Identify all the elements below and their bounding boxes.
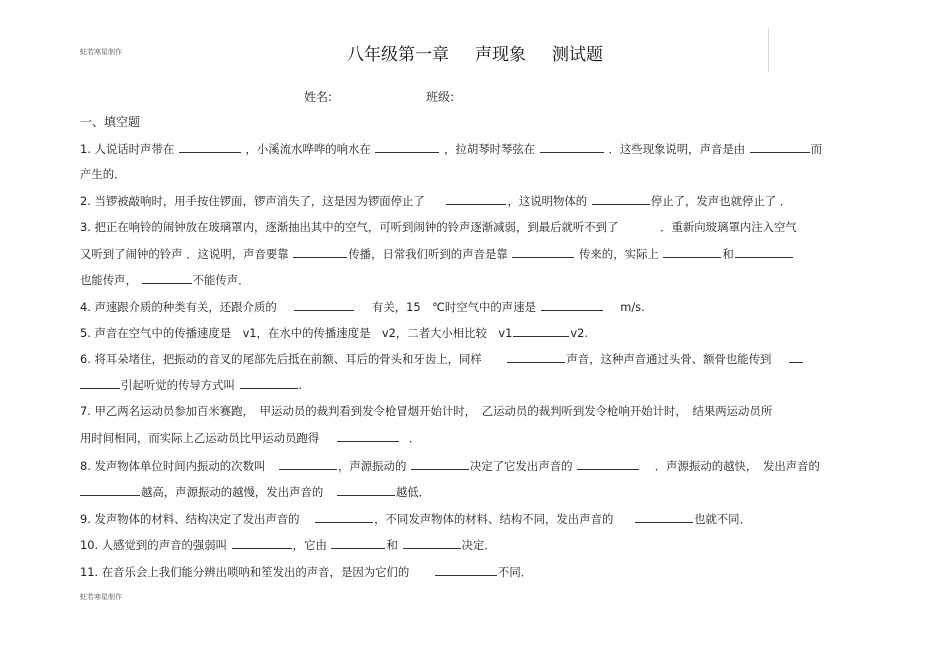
answer-blank[interactable] — [337, 484, 395, 496]
answer-blank[interactable] — [735, 246, 793, 258]
question-line: 8. 发声物体单位时间内振动的次数叫 ，声源振动的 决定了它发出声音的 ．声源振动的越快， 发出声音的 — [80, 459, 820, 473]
answer-blank[interactable] — [331, 537, 385, 549]
answer-blank[interactable] — [663, 246, 721, 258]
answer-blank[interactable] — [592, 193, 650, 205]
question-line: 2. 当锣被敲响时，用手按住锣面，锣声消失了，这是因为锣面停止了 ，这说明物体的 停止了，发声也就停止了 ． — [80, 194, 792, 208]
answer-blank[interactable] — [789, 351, 803, 363]
answer-blank[interactable] — [635, 511, 693, 523]
page-title — [0, 40, 950, 65]
question-line: 11. 在音乐会上我们能分辨出唢呐和笙发出的声音，是因为它们的 不同． — [80, 565, 533, 579]
answer-blank[interactable] — [375, 141, 439, 153]
answer-blank[interactable] — [294, 299, 354, 311]
title-part-2: 声现象 — [475, 45, 526, 65]
answer-blank[interactable] — [750, 141, 810, 153]
section-title: 一、填空题 — [80, 115, 141, 129]
answer-blank[interactable] — [142, 272, 192, 284]
answer-blank[interactable] — [541, 299, 603, 311]
title-part-3: 测试题 — [552, 45, 603, 65]
answer-blank[interactable] — [411, 458, 469, 470]
question-line: 6. 将耳朵堵住，把振动的音叉的尾部先后抵在前额、耳后的骨头和牙齿上，同样 声音，这种声音通过头骨、额骨也能传到 — [80, 351, 874, 366]
answer-blank[interactable] — [293, 246, 347, 258]
question-line: 1. 人说话时声带在 ，小溪流水哗哗的响水在 ，拉胡琴时琴弦在 ．这些现象说明，声音是由 而 — [80, 142, 823, 156]
answer-blank[interactable] — [179, 141, 241, 153]
question-line: 用时间相同，而实际上乙运动员比甲运动员跑得 ． — [80, 431, 421, 445]
answer-blank[interactable] — [512, 246, 574, 258]
answer-blank[interactable] — [507, 351, 565, 363]
answer-blank[interactable] — [435, 564, 497, 576]
answer-blank[interactable] — [623, 219, 659, 231]
answer-blank[interactable] — [232, 537, 292, 549]
answer-blank[interactable] — [446, 193, 506, 205]
answer-blank[interactable] — [80, 484, 140, 496]
question-line: 越高，声源振动的越慢，发出声音的 越低． — [80, 484, 874, 499]
watermark-bottom: 蛀若寒星制作 — [80, 593, 122, 601]
name-label: 姓名: — [304, 90, 333, 104]
question-line: 也能传声， 不能传声． — [80, 273, 250, 287]
question-line: 引起听觉的传导方式叫 . — [80, 377, 874, 392]
answer-blank[interactable] — [540, 141, 604, 153]
question-line: 10. 人感觉到的声音的强弱叫 ，它由 和 决定． — [80, 538, 496, 552]
answer-blank[interactable] — [577, 458, 639, 470]
answer-blank[interactable] — [337, 430, 399, 442]
answer-blank[interactable] — [240, 377, 298, 389]
question-line: 产生的． — [80, 167, 126, 181]
class-label: 班级: — [426, 90, 455, 104]
watermark-top: 蛀若寒星制作 — [80, 48, 122, 56]
title-part-1: 八年级第一章 — [347, 45, 449, 65]
answer-blank[interactable] — [279, 458, 337, 470]
answer-blank[interactable] — [80, 377, 120, 389]
question-line: 4. 声速跟介质的种类有关，还跟介质的 有关，15 ℃时空气中的声速是 m/s. — [80, 300, 645, 314]
question-line: 5. 声音在空气中的传播速度是 v1，在水中的传播速度是 v2，二者大小相比较 v1 v2. — [80, 326, 588, 340]
question-line: 7. 甲乙两名运动员参加百米赛跑， 甲运动员的裁判看到发令枪冒烟开始计时， 乙运动员的裁判听到发令枪响开始计时， 结果两运动员所 — [80, 404, 773, 418]
answer-blank[interactable] — [315, 511, 373, 523]
question-line: 又听到了闹钟的铃声 ．这说明，声音要靠 传播，日常我们听到的声音是靠 传来的，实际上 和 — [80, 246, 874, 261]
question-line: 9. 发声物体的材料、结构决定了发出声音的 ，不同发声物体的材料、结构不同，发出声音的 也就不同． — [80, 512, 751, 526]
answer-blank[interactable] — [403, 537, 461, 549]
question-line: 3. 把正在响铃的闹钟放在玻璃罩内，逐渐抽出其中的空气，可听到闹钟的铃声逐渐减弱，到最后就听不到了 ．重新向玻璃罩内注入空气 — [80, 220, 797, 234]
answer-blank[interactable] — [513, 325, 569, 337]
